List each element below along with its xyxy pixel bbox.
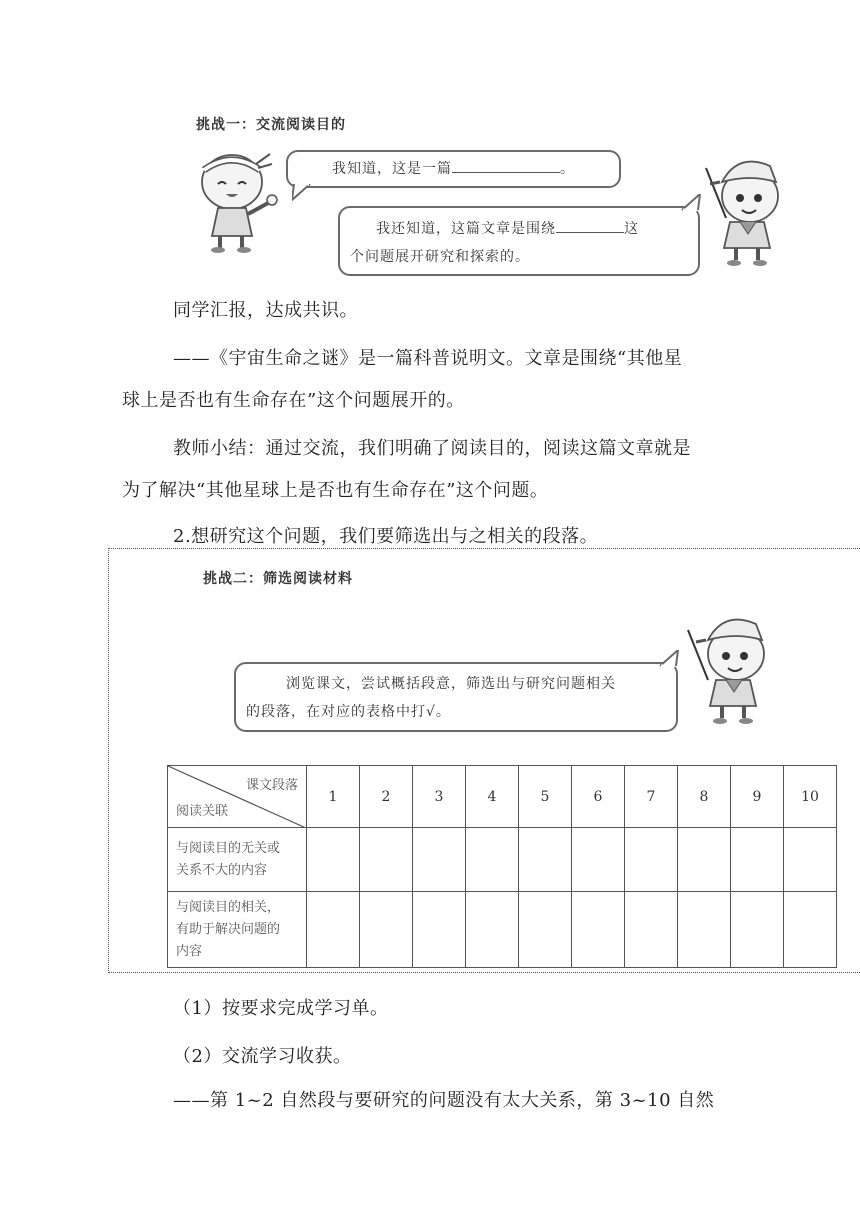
check-cell[interactable] [678, 828, 731, 892]
check-cell[interactable] [413, 828, 466, 892]
column-header: 1 [307, 766, 360, 828]
column-header: 4 [466, 766, 519, 828]
bubble1-tail [292, 184, 322, 202]
row-header-unrelated [168, 828, 307, 892]
check-cell[interactable] [784, 828, 837, 892]
challenge1-title: 挑战一：交流阅读目的 [196, 117, 346, 133]
character-girl-illustration [190, 140, 290, 260]
column-header: 3 [413, 766, 466, 828]
check-cell[interactable] [731, 892, 784, 968]
character-boy-illustration [700, 148, 790, 273]
column-header: 2 [360, 766, 413, 828]
corner-label-relation: 阅读关联 [176, 804, 229, 819]
row2-line3: 内容 [176, 943, 203, 959]
check-cell[interactable] [307, 828, 360, 892]
check-cell[interactable] [678, 892, 731, 968]
challenge2-title: 挑战二：筛选阅读材料 [203, 571, 353, 587]
row-header-related [168, 892, 307, 968]
column-header: 10 [784, 766, 837, 828]
paragraph-consensus-line1: ——《宇宙生命之谜》是一篇科普说明文。文章是围绕“其他星 [173, 348, 683, 369]
bubble2-text: 我还知道，这篇文章是围绕 [376, 221, 556, 237]
paragraph-step-2: 2.想研究这个问题，我们要筛选出与之相关的段落。 [173, 526, 599, 547]
character-boy-pointer-illustration [684, 604, 779, 729]
row2-line2: 有助于解决问题的 [176, 921, 281, 937]
column-header: 8 [678, 766, 731, 828]
bubble2-end: 这 [624, 221, 639, 237]
bubble2-line2: 个问题展开研究和探索的。 [350, 249, 530, 265]
check-cell[interactable] [360, 828, 413, 892]
corner-label-paragraphs: 课文段落 [245, 778, 298, 793]
column-header: 9 [731, 766, 784, 828]
column-header: 7 [625, 766, 678, 828]
check-cell[interactable] [307, 892, 360, 968]
row2-line1: 与阅读目的相关， [176, 899, 281, 915]
check-cell[interactable] [519, 892, 572, 968]
paragraph-consensus-line2: 球上是否也有生命存在”这个问题展开的。 [122, 390, 465, 411]
check-cell[interactable] [784, 892, 837, 968]
bubble1-end: 。 [560, 161, 575, 177]
paragraph-report: 同学汇报，达成共识。 [173, 300, 358, 321]
speech-bubble-3 [234, 662, 678, 732]
speech-bubble-1 [286, 150, 621, 188]
speech-bubble-2 [338, 206, 700, 276]
step-share-results: （2）交流学习收获。 [173, 1046, 352, 1067]
step-complete-worksheet: （1）按要求完成学习单。 [173, 998, 389, 1019]
answer-blank-1[interactable] [452, 158, 560, 173]
column-header: 5 [519, 766, 572, 828]
bubble3-line1: 浏览课文，尝试概括段意，筛选出与研究问题相关 [286, 676, 616, 692]
check-cell[interactable] [466, 828, 519, 892]
check-cell[interactable] [731, 828, 784, 892]
paragraph-summary-line1: 教师小结：通过交流，我们明确了阅读目的，阅读这篇文章就是 [173, 438, 691, 459]
paragraph-selection-table [167, 765, 837, 968]
column-header: 6 [572, 766, 625, 828]
check-cell[interactable] [625, 892, 678, 968]
check-cell[interactable] [466, 892, 519, 968]
row1-line1: 与阅读目的无关或 [176, 840, 281, 856]
row1-line2: 关系不大的内容 [176, 862, 268, 878]
answer-blank-2[interactable] [556, 218, 624, 233]
check-cell[interactable] [519, 828, 572, 892]
check-cell[interactable] [572, 828, 625, 892]
paragraph-summary-line2: 为了解决“其他星球上是否也有生命存在”这个问题。 [122, 480, 549, 501]
paragraph-conclusion: ——第 1~2 自然段与要研究的问题没有太大关系，第 3~10 自然 [173, 1090, 715, 1111]
table-corner-cell [168, 766, 307, 828]
bubble1-text: 我知道，这是一篇 [332, 161, 452, 177]
check-cell[interactable] [572, 892, 625, 968]
bubble3-line2: 的段落，在对应的表格中打√。 [246, 704, 451, 720]
bubble3-tail [656, 650, 686, 668]
check-cell[interactable] [625, 828, 678, 892]
check-cell[interactable] [413, 892, 466, 968]
check-cell[interactable] [360, 892, 413, 968]
